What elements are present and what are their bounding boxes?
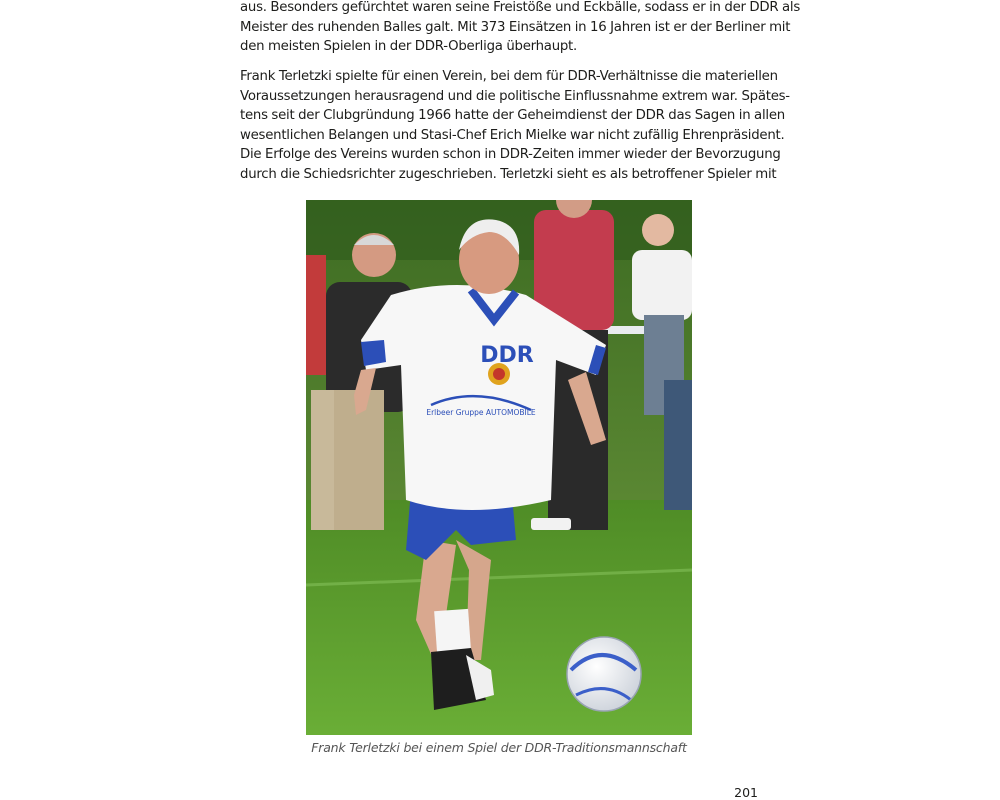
page-number: 201 [734, 785, 758, 800]
text-line: Meister des ruhenden Balles galt. Mit 373 Einsätzen in 16 Jahren ist er der Berliner mit [240, 19, 791, 35]
text-line: Frank Terletzki spielte für einen Verein, bei dem für DDR-Verhältnisse die materiellen [240, 69, 778, 84]
photo-caption: Frank Terletzki bei einem Spiel der DDR-Traditionsmannschaft [311, 740, 687, 755]
text-line: Die Erfolge des Vereins wurden schon in DDR-Zeiten immer wieder der Bevorzugung [240, 147, 781, 162]
football [567, 637, 641, 711]
text-line: tens seit der Clubgründung 1966 hatte der Geheimdienst der DDR das Sagen in allen [240, 108, 785, 123]
text-line: wesentlichen Belangen und Stasi-Chef Erich Mielke war nicht zufällig Ehrenpräsident. [240, 127, 785, 143]
text-line: aus. Besonders gefürchtet waren seine Freistöße und Eckbälle, sodass er in der DDR als [240, 0, 801, 15]
football-photo [306, 200, 692, 735]
paragraph-1 [240, 0, 801, 57]
sponsor-lettering: Erlbeer Gruppe AUTOMOBILE [426, 408, 536, 417]
photo-illustration [306, 200, 692, 735]
text-line: Voraussetzungen herausragend und die politische Einflussnahme extrem war. Spätes- [240, 88, 790, 104]
text-line: durch die Schiedsrichter zugeschrieben. Terletzki sieht es als betroffener Spieler mit [240, 166, 777, 182]
shirt-lettering: DDR [480, 343, 534, 368]
paragraph-2 [240, 67, 790, 184]
text-line: den meisten Spielen in der DDR-Oberliga überhaupt. [240, 39, 577, 54]
